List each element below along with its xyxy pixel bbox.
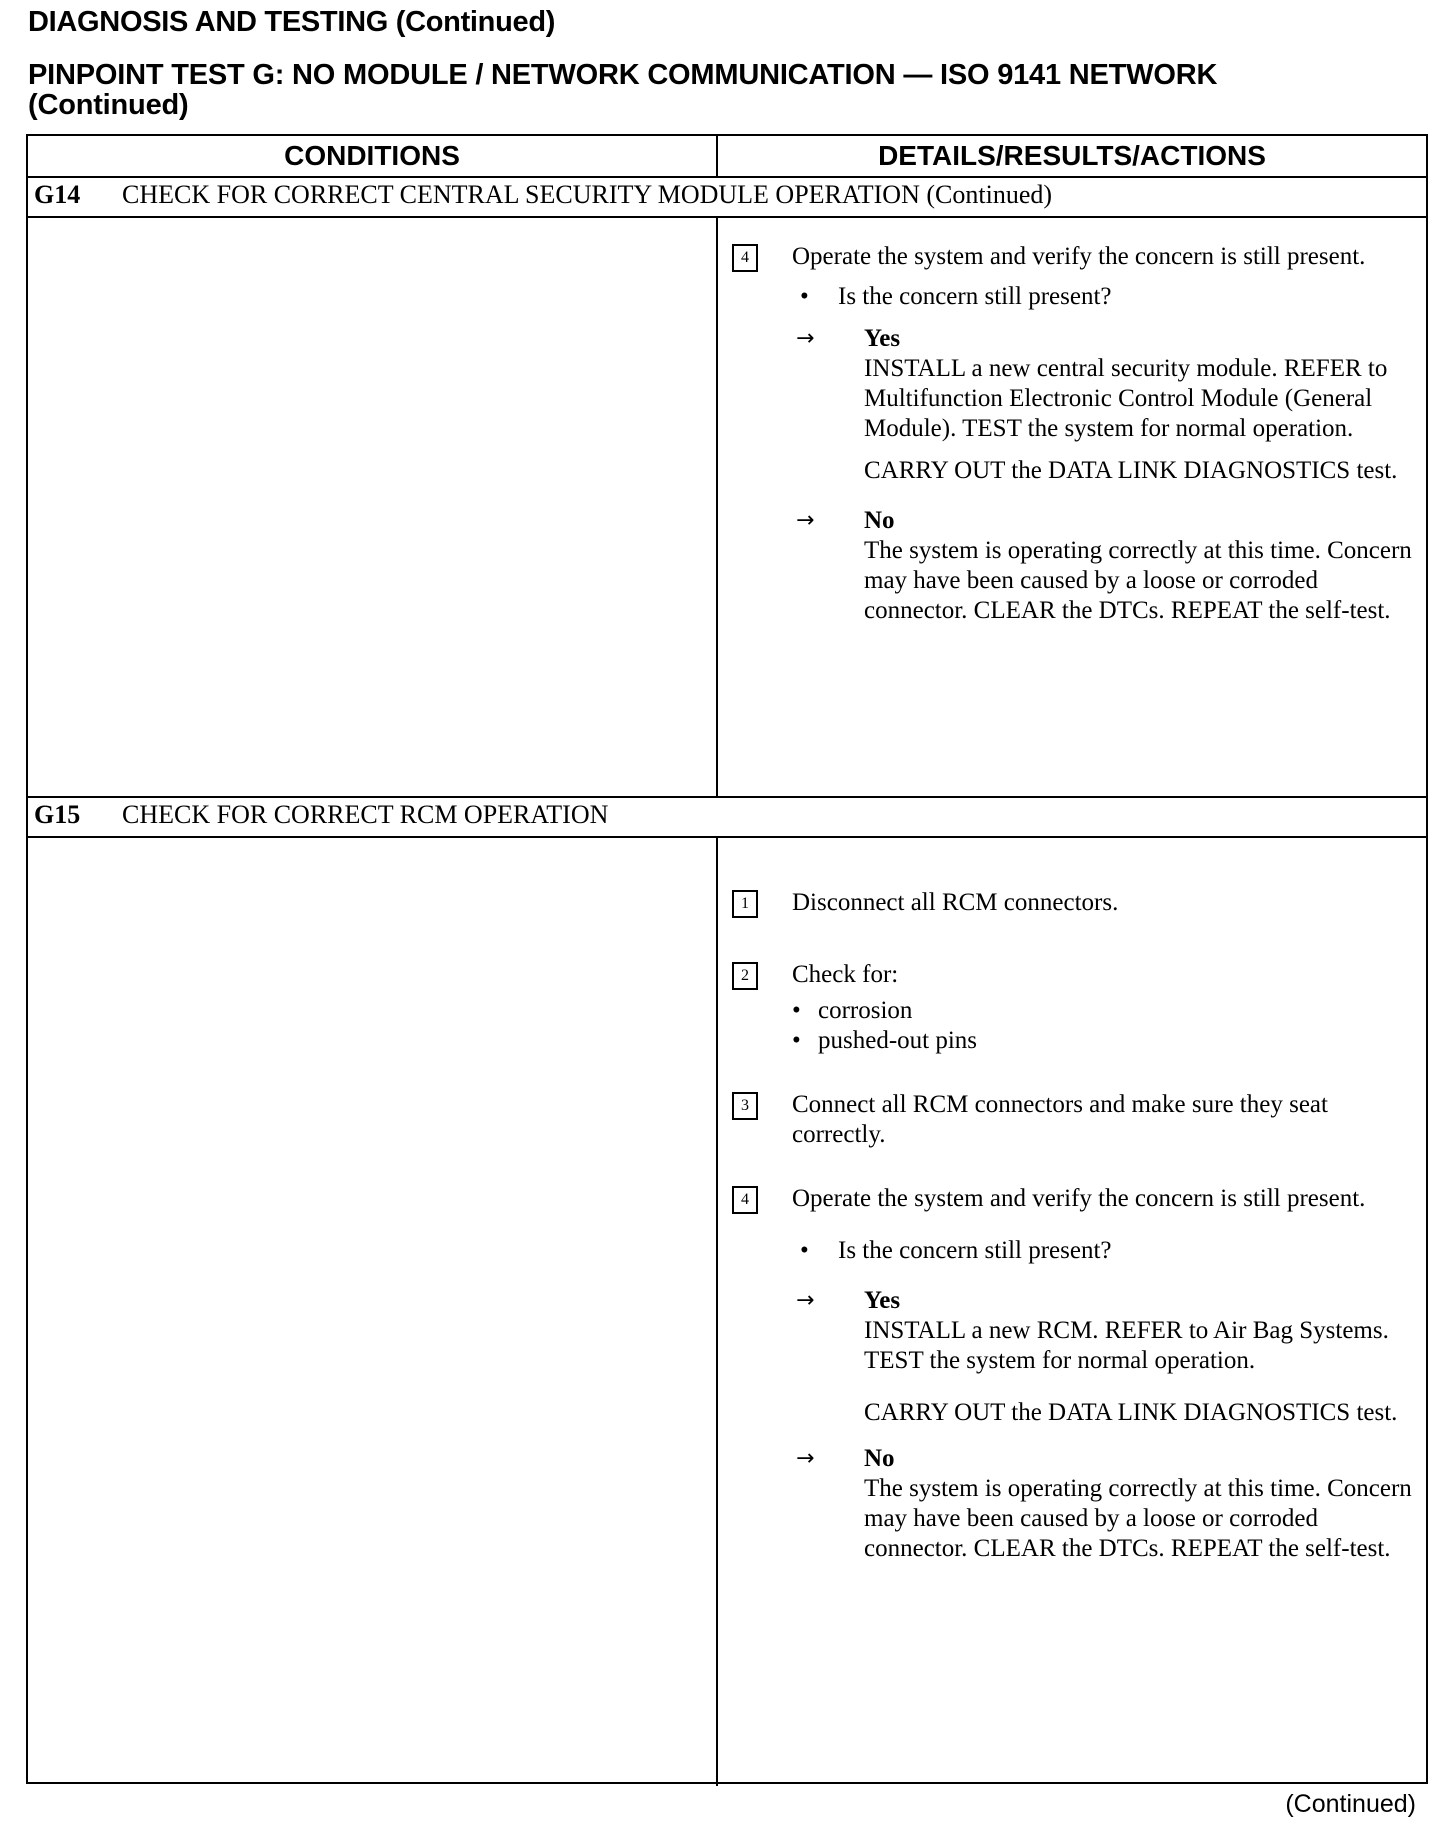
g15-yes-text2: CARRY OUT the DATA LINK DIAGNOSTICS test.: [864, 1399, 1398, 1426]
g15-substep-2: [732, 960, 1416, 1056]
g14-code: G14: [34, 180, 81, 209]
g15-step3-text: Connect all RCM connectors and make sure they seat correctly.: [792, 1091, 1328, 1148]
g15-no-answer: [796, 1444, 1416, 1564]
conditions-header: CONDITIONS: [284, 140, 460, 171]
bullet-icon: •: [800, 283, 809, 310]
g14-question-text: Is the concern still present?: [838, 283, 1112, 310]
g15-title-divider: [28, 836, 1426, 838]
g14-step-header: [34, 180, 1052, 210]
bullet-icon: •: [792, 1027, 801, 1054]
g14-suffix: (Continued): [926, 180, 1053, 209]
g14-question: [796, 282, 1416, 312]
g14-yes-answer: [796, 324, 1416, 486]
g15-step2-text: Check for:: [792, 961, 899, 988]
step-number-box: 1: [732, 890, 758, 918]
g15-step4-text: Operate the system and verify the concern is still present.: [792, 1185, 1366, 1212]
g15-step1-text: Disconnect all RCM connectors.: [792, 889, 1119, 916]
step-number-box: 3: [732, 1092, 758, 1120]
g14-step4-text: Operate the system and verify the concern is still present.: [792, 243, 1366, 270]
g15-substep-3: [732, 1090, 1416, 1150]
list-item: [792, 996, 1416, 1026]
step-number-box: 2: [732, 962, 758, 990]
g15-column-divider: [716, 836, 718, 1786]
g15-yes-label: Yes: [864, 1287, 901, 1314]
continued-footer: (Continued): [1285, 1790, 1416, 1818]
g15-no-label: No: [864, 1445, 895, 1472]
g14-no-label: No: [864, 507, 895, 534]
g15-yes-answer: [796, 1286, 1416, 1428]
g15-check-item-corrosion: corrosion: [818, 997, 913, 1024]
g14-title-divider: [28, 216, 1426, 218]
arrow-right-icon: →: [796, 508, 815, 533]
pinpoint-test-title: [28, 60, 1408, 120]
arrow-right-icon: →: [796, 1446, 815, 1471]
header-column-divider: [716, 136, 718, 176]
arrow-right-icon: →: [796, 1288, 815, 1313]
pinpoint-test-title-line2: (Continued): [28, 89, 189, 121]
g15-substep-4: [732, 1184, 1416, 1564]
g15-yes-text1: INSTALL a new RCM. REFER to Air Bag Systems. TEST the system for normal operation.: [864, 1317, 1389, 1374]
g14-title: CHECK FOR CORRECT CENTRAL SECURITY MODULE OPERATION: [122, 180, 920, 209]
g15-no-text: The system is operating correctly at this time. Concern may have been caused by a loose or corroded connector. CLEAR the DTCs. REPEAT the self-test.: [864, 1475, 1412, 1562]
arrow-right-icon: →: [796, 326, 815, 351]
g15-question-text: Is the concern still present?: [838, 1237, 1112, 1264]
g15-substep-1: [732, 888, 1416, 918]
pinpoint-test-title-line1: PINPOINT TEST G: NO MODULE / NETWORK COMMUNICATION — ISO 9141 NETWORK: [28, 59, 1218, 91]
diagnostic-table: [26, 134, 1428, 1784]
step-number-box: 4: [732, 244, 758, 272]
g14-no-answer: [796, 506, 1416, 626]
g14-column-divider: [716, 216, 718, 796]
g15-top-divider: [28, 796, 1426, 798]
step-number-box: 4: [732, 1186, 758, 1214]
g14-no-text: The system is operating correctly at this time. Concern may have been caused by a loose or corroded connector. CLEAR the DTCs. REPEAT the self-test.: [864, 537, 1412, 624]
g15-step-header: [34, 800, 608, 830]
g14-substep-4: [732, 242, 1416, 626]
g15-check-item-pins: pushed-out pins: [818, 1027, 978, 1054]
details-header: DETAILS/RESULTS/ACTIONS: [878, 140, 1266, 171]
g14-yes-text1: INSTALL a new central security module. REFER to Multifunction Electronic Control Module (General Module). TEST the system for normal operation.: [864, 355, 1388, 442]
g14-yes-label: Yes: [864, 325, 901, 352]
g15-title: CHECK FOR CORRECT RCM OPERATION: [122, 800, 609, 829]
bullet-icon: •: [792, 997, 801, 1024]
g15-code: G15: [34, 800, 81, 829]
list-item: [792, 1026, 1416, 1056]
page-title: DIAGNOSIS AND TESTING (Continued): [28, 6, 556, 38]
g15-question: [796, 1236, 1416, 1266]
bullet-icon: •: [800, 1237, 809, 1264]
header-divider: [28, 176, 1426, 178]
g14-yes-text2: CARRY OUT the DATA LINK DIAGNOSTICS test.: [864, 457, 1398, 484]
